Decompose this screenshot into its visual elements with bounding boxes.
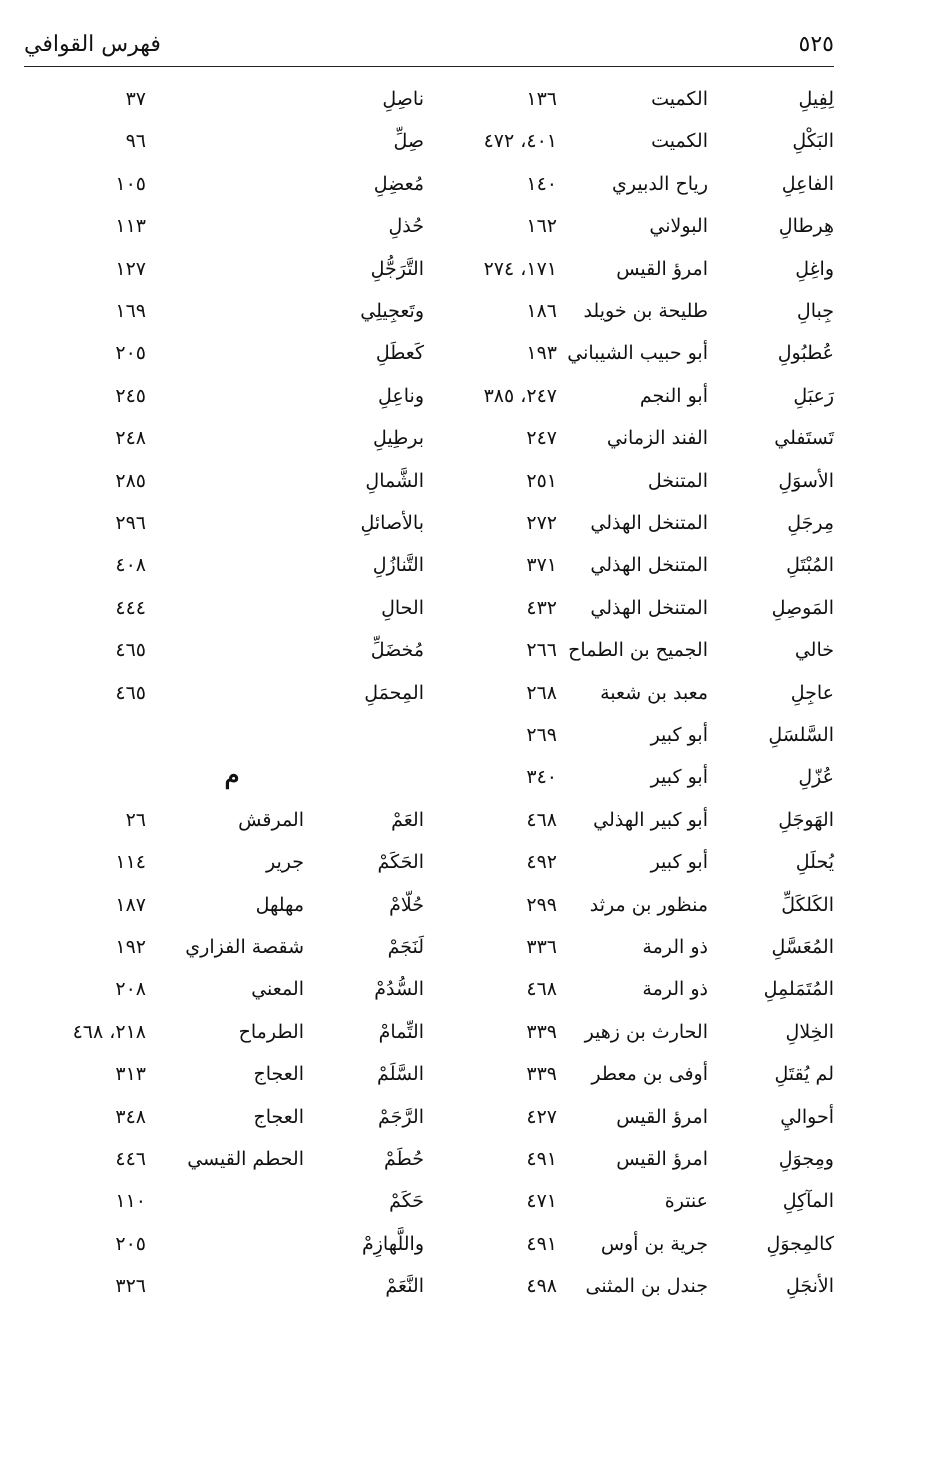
page-reference: ٤٦٨ — [526, 808, 557, 831]
index-row — [440, 248, 834, 290]
index-row — [40, 629, 424, 671]
page-reference: ٤٩٢ — [526, 851, 557, 874]
rhyme-word: أحواليِ — [780, 1105, 834, 1128]
page-reference: ٢٦٩ — [526, 724, 557, 746]
page-reference: ٢٦٦ — [526, 639, 557, 662]
poet-name: الحارث بن زهير — [584, 1020, 708, 1043]
page-reference: ٢٤٥ — [115, 384, 146, 407]
index-row — [440, 205, 834, 247]
page-reference: ٣٣٦ — [526, 936, 557, 958]
rhyme-word: وتَعجِيلِي — [360, 300, 424, 322]
poet-name: الطرماح — [238, 1020, 304, 1043]
poet-name: معبد بن شعبة — [600, 681, 708, 704]
page-reference: ١٩٣ — [526, 342, 557, 365]
index-row — [440, 375, 834, 417]
poet-name: الجميح بن الطماح — [568, 639, 708, 662]
rhyme-word: السُّدُمْ — [374, 978, 424, 1001]
page-reference: ٤٧١ — [526, 1190, 557, 1213]
index-row — [40, 544, 424, 586]
index-row — [40, 417, 424, 459]
poet-name: الكميت — [651, 130, 708, 153]
page-reference: ٢٥١ — [526, 469, 557, 492]
index-row — [40, 502, 424, 544]
index-row — [440, 120, 834, 162]
rhyme-word: واغِلِ — [795, 257, 834, 280]
page-reference: ١٩٢ — [115, 936, 146, 958]
index-row — [40, 1096, 424, 1138]
page-reference: ١١٤ — [115, 851, 146, 874]
poet-name: أبو كبير — [650, 851, 708, 874]
rhyme-word: ومِجوَلِ — [778, 1148, 834, 1170]
page-reference: ٤٩٨ — [526, 1275, 557, 1298]
rhyme-word: بالأصائلِ — [360, 512, 424, 534]
poet-name: أبو حبيب الشيباني — [567, 342, 708, 365]
rhyme-word: حُذلِ — [388, 215, 424, 238]
page-reference: ٣١٣ — [115, 1063, 146, 1086]
poet-name: طليحة بن خويلد — [583, 300, 708, 322]
rhyme-word: المِحمَلِ — [364, 681, 424, 704]
rhyme-word: حَكَمْ — [389, 1190, 424, 1213]
index-row — [40, 163, 424, 205]
rhyme-word: الحَكَمْ — [377, 851, 424, 874]
index-row — [440, 1180, 834, 1222]
poet-name: منظور بن مرثد — [589, 893, 708, 916]
rhyme-word: مُعضِلِ — [373, 172, 424, 195]
page-reference: ١٧١، ٢٧٤ — [483, 257, 557, 280]
rhyme-word: الهَوجَلِ — [778, 808, 834, 831]
page-reference: ١٦٢ — [526, 215, 557, 238]
page-reference: ٣٣٩ — [526, 1063, 557, 1086]
poet-name: المتنخل الهذلي — [590, 596, 708, 619]
page-reference: ٢٠٥ — [115, 1232, 146, 1255]
index-row — [440, 460, 834, 502]
index-row — [440, 756, 834, 798]
index-row — [440, 968, 834, 1010]
rhyme-word: مِرجَلِ — [787, 512, 834, 534]
page-reference: ١١٠ — [115, 1190, 146, 1213]
rhyme-word: البَكْلِ — [792, 130, 834, 153]
poet-name: الفند الزماني — [606, 427, 708, 450]
rhyme-word: التِّمامْ — [378, 1020, 424, 1043]
index-row — [40, 1053, 424, 1095]
index-row — [440, 672, 834, 714]
page-reference: ٣٤٨ — [115, 1105, 146, 1128]
rhyme-word: التَّرَجُّلِ — [370, 257, 424, 280]
page-reference: ٢٠٥ — [115, 342, 146, 365]
rhyme-word: صِلِّ — [393, 130, 424, 153]
index-row — [440, 544, 834, 586]
index-row — [440, 587, 834, 629]
poet-name: رياح الدبيري — [612, 172, 708, 195]
index-row — [40, 78, 424, 120]
rhyme-word: عُزّلِ — [798, 766, 834, 789]
rhyme-word: لِفِيلِ — [798, 88, 834, 110]
section-letter-mim: م — [224, 760, 240, 789]
rhyme-word: لَنَجَمْ — [387, 936, 424, 958]
index-row — [440, 1265, 834, 1307]
page-reference: ٤٦٥ — [115, 681, 146, 704]
page-reference: ١٠٥ — [115, 172, 146, 195]
page-reference: ٢٩٩ — [526, 893, 557, 916]
page-reference: ٣٧ — [125, 88, 146, 110]
page-reference: ١٨٦ — [526, 300, 557, 322]
poet-name: جرير — [266, 851, 304, 874]
index-row — [440, 332, 834, 374]
page-reference: ١٨٧ — [115, 893, 146, 916]
poet-name: أبو النجم — [639, 384, 708, 407]
index-row — [40, 332, 424, 374]
rhyme-word: كالمِجوَلِ — [766, 1232, 834, 1255]
page-reference: ٤٩١ — [526, 1148, 557, 1170]
rhyme-word: السَّلَمْ — [377, 1063, 424, 1086]
index-row — [40, 1011, 424, 1053]
poet-name: العجاج — [253, 1063, 304, 1086]
rhyme-word: العَمْ — [391, 808, 424, 831]
index-row — [440, 841, 834, 883]
rhyme-word: الكَلكَلِّ — [781, 893, 834, 916]
page-reference: ٢٨٥ — [115, 469, 146, 492]
page-reference: ٢٧٢ — [526, 512, 557, 534]
rhyme-word: النَّعَمْ — [385, 1275, 424, 1298]
rhyme-word: الأسوَلِ — [778, 469, 834, 492]
rhyme-word: رَعبَلِ — [793, 384, 834, 407]
index-row — [40, 884, 424, 926]
page-reference: ٢٤٨ — [115, 427, 146, 450]
page-reference: ٤٩١ — [526, 1232, 557, 1255]
running-title: فهرس القوافي — [24, 32, 161, 57]
index-row — [440, 163, 834, 205]
page-header — [24, 30, 834, 67]
index-row — [40, 1265, 424, 1307]
rhyme-word: المآكِلِ — [782, 1190, 834, 1213]
rhyme-word: تَستَفلي — [774, 427, 834, 450]
index-row — [440, 290, 834, 332]
rhyme-word: حُطَمْ — [384, 1148, 424, 1170]
page-reference: ٢٦ — [125, 808, 146, 831]
poet-name: الكميت — [651, 88, 708, 110]
poet-name: المرقش — [238, 808, 304, 831]
index-row — [40, 672, 424, 714]
page-reference: ٣٣٩ — [526, 1020, 557, 1043]
rhyme-word: واللَّهازِمْ — [361, 1232, 424, 1255]
rhyme-word: الأنجَلِ — [785, 1275, 834, 1298]
rhyme-word: المُبْتَلِ — [786, 554, 834, 577]
poet-name: المعني — [251, 978, 304, 1001]
poet-name: جندل بن المثنى — [585, 1275, 708, 1298]
page-reference: ٣٤٠ — [526, 766, 557, 789]
left-index-column — [40, 78, 424, 1308]
page-reference: ٣٧١ — [526, 554, 557, 577]
poet-name: أوفى بن معطر — [591, 1063, 708, 1086]
index-row — [40, 926, 424, 968]
index-row — [440, 1138, 834, 1180]
poet-name: الحطم القيسي — [187, 1148, 304, 1170]
rhyme-word: عُطبُولِ — [777, 342, 834, 365]
index-row — [440, 926, 834, 968]
page-reference: ٤٤٤ — [115, 596, 146, 619]
rhyme-word: مُخضَلِّ — [370, 639, 424, 662]
rhyme-word: برطِيلِ — [372, 427, 424, 450]
page-reference: ١١٣ — [115, 215, 146, 238]
rhyme-word: كَعطَلِ — [375, 342, 424, 365]
page-reference: ٢٤٧، ٣٨٥ — [483, 384, 557, 407]
page-reference: ٤٠١، ٤٧٢ — [483, 130, 557, 153]
poet-name: المتنخل الهذلي — [590, 554, 708, 577]
poet-name: ذو الرمة — [642, 936, 708, 958]
right-index-column — [440, 78, 834, 1308]
index-row — [40, 587, 424, 629]
index-row — [40, 1138, 424, 1180]
page-reference: ٤٢٧ — [526, 1105, 557, 1128]
index-row — [40, 460, 424, 502]
index-row — [440, 714, 834, 756]
index-row — [40, 841, 424, 883]
index-row — [40, 120, 424, 162]
rhyme-word: المَوصِلِ — [771, 596, 834, 619]
rhyme-word: يُحلَلِ — [795, 851, 834, 874]
index-row — [440, 78, 834, 120]
page-reference: ٤٠٨ — [115, 554, 146, 577]
poet-name: ذو الرمة — [642, 978, 708, 1001]
index-row — [40, 205, 424, 247]
poet-name: أبو كبير — [650, 766, 708, 789]
poet-name: مهلهل — [255, 893, 304, 916]
rhyme-word: عاجِلِ — [790, 681, 834, 704]
index-row — [440, 1223, 834, 1265]
rhyme-word: وناعِلِ — [378, 384, 424, 407]
page-reference: ٢١٨، ٤٦٨ — [72, 1020, 146, 1043]
page-reference: ١٣٦ — [526, 88, 557, 110]
index-row — [40, 1180, 424, 1222]
rhyme-word: المُتَمَلمِلِ — [763, 978, 834, 1001]
rhyme-word: الفاعِلِ — [781, 172, 834, 195]
page-reference: ٤٣٢ — [526, 596, 557, 619]
poet-name: شقصة الفزاري — [185, 936, 304, 958]
page-reference: ٢٤٧ — [526, 427, 557, 450]
poet-name: عنترة — [664, 1190, 708, 1213]
rhyme-word: المُعَسَّلِ — [771, 936, 834, 958]
rhyme-word: خالي — [794, 639, 834, 662]
page-reference: ٢٩٦ — [115, 512, 146, 534]
poet-name: المتنخل الهذلي — [590, 512, 708, 534]
poet-name: أبو كبير الهذلي — [593, 808, 708, 831]
rhyme-word: لم يُقتَلِ — [774, 1063, 834, 1086]
poet-name: البولاني — [649, 215, 708, 238]
index-row — [40, 968, 424, 1010]
poet-name: امرؤ القيس — [616, 1105, 708, 1128]
page-reference: ٢٦٨ — [526, 681, 557, 704]
poet-name: جرية بن أوس — [600, 1232, 708, 1255]
index-row — [40, 248, 424, 290]
rhyme-word: السَّلسَلِ — [768, 724, 834, 746]
poet-name: امرؤ القيس — [616, 1148, 708, 1170]
rhyme-word: الشَّمالِ — [365, 469, 424, 492]
rhyme-word: ناصِلِ — [382, 88, 424, 110]
poet-name: العجاج — [253, 1105, 304, 1128]
rhyme-word: هِرطالِ — [778, 215, 834, 238]
page-reference: ٤٦٨ — [526, 978, 557, 1001]
index-row — [440, 502, 834, 544]
page-number: ٥٢٥ — [798, 32, 834, 57]
rhyme-word: الرَّجَمْ — [378, 1105, 424, 1128]
index-row — [40, 290, 424, 332]
page-reference: ٤٤٦ — [115, 1148, 146, 1170]
poet-name: المتنخل — [647, 469, 708, 492]
rhyme-word: الخِلالِ — [785, 1020, 834, 1043]
rhyme-word: جِبالِ — [796, 300, 834, 322]
page-reference: ٢٠٨ — [115, 978, 146, 1001]
rhyme-word: الحالِ — [381, 596, 424, 619]
page-reference: ٣٢٦ — [115, 1275, 146, 1298]
index-row — [440, 1011, 834, 1053]
index-row — [440, 884, 834, 926]
poet-name: امرؤ القيس — [616, 257, 708, 280]
index-row — [440, 417, 834, 459]
page-reference: ٤٦٥ — [115, 639, 146, 662]
index-row — [440, 629, 834, 671]
index-row — [40, 375, 424, 417]
index-row — [40, 1223, 424, 1265]
page-reference: ١٤٠ — [526, 172, 557, 195]
index-row — [40, 799, 424, 841]
page-reference: ١٦٩ — [115, 300, 146, 322]
page-reference: ١٢٧ — [115, 257, 146, 280]
index-row — [440, 1096, 834, 1138]
index-row — [440, 1053, 834, 1095]
page-reference: ٩٦ — [125, 130, 146, 153]
rhyme-word: التَّنازُلِ — [372, 554, 424, 577]
rhyme-word: حُلّامْ — [389, 893, 424, 916]
index-row — [440, 799, 834, 841]
poet-name: أبو كبير — [650, 724, 708, 746]
